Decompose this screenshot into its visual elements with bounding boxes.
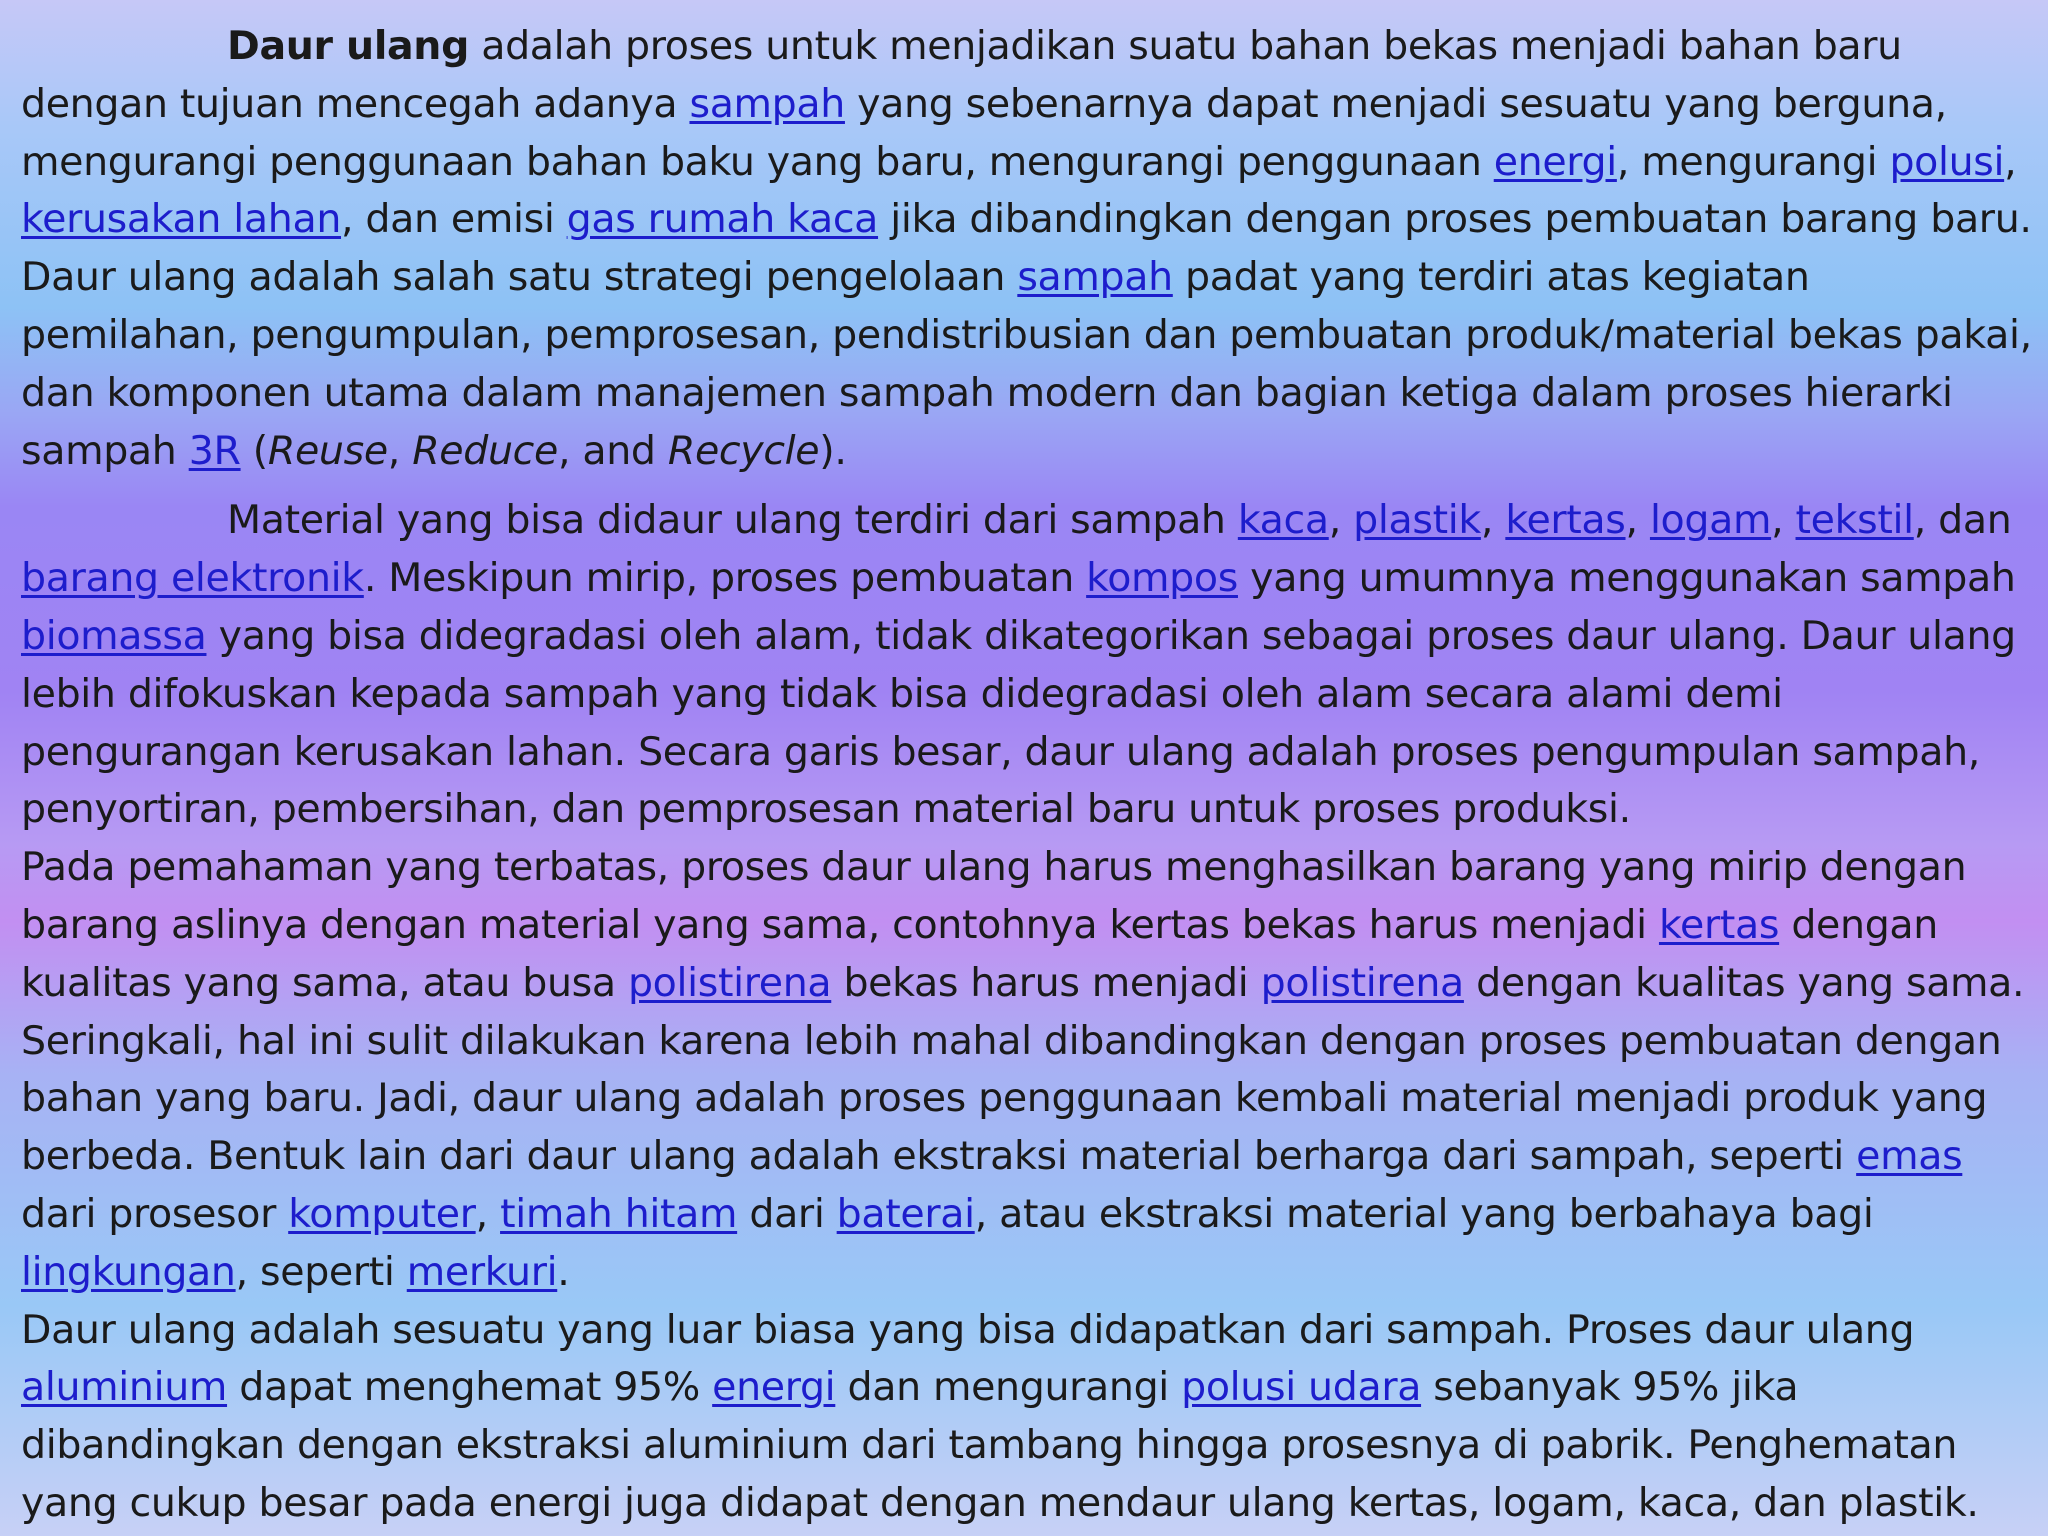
link-timah-hitam[interactable]: timah hitam <box>500 1190 738 1237</box>
paragraph-3 <box>21 839 2035 1301</box>
text-run: padat yang terdiri atas kegiatan pemilahan, pengumpulan, pemprosesan, pendistribusian dan pembuatan produk/material bekas pakai, dan komponen utama dalam manajemen sampah modern dan bagian ketiga dalam proses hierarki sampah <box>21 254 2032 474</box>
text-run: , <box>1328 497 1354 544</box>
link-energi[interactable]: energi <box>712 1364 836 1411</box>
link-komputer[interactable]: komputer <box>288 1190 476 1237</box>
link-baterai[interactable]: baterai <box>836 1190 975 1237</box>
text-run: ( <box>240 427 268 474</box>
link-emas[interactable]: emas <box>1856 1133 1963 1180</box>
link-polusi[interactable]: polusi <box>1889 138 2005 185</box>
paragraph-2 <box>21 492 2035 839</box>
link-kompos[interactable]: kompos <box>1086 555 1238 602</box>
text-run: , <box>475 1190 501 1237</box>
text-run: . Meskipun mirip, proses pembuatan <box>363 555 1087 602</box>
text-run: , <box>1771 497 1796 544</box>
text-run: , mengurangi <box>1616 138 1890 185</box>
link-aluminium[interactable]: aluminium <box>21 1364 228 1411</box>
bold-term: Daur ulang <box>227 23 470 69</box>
link-energi[interactable]: energi <box>1493 138 1617 185</box>
link-tekstil[interactable]: tekstil <box>1795 497 1914 544</box>
text-run: dari prosesor <box>21 1190 289 1237</box>
link-polusi-udara[interactable]: polusi udara <box>1181 1364 1422 1411</box>
text-run: sebanyak 95% jika dibandingkan dengan ekstraksi aluminium dari tambang hingga prosesnya di pabrik. Penghematan yang cukup besar pada energi juga didapat dengan mendaur ulang kertas, logam, kaca, dan plastik. <box>21 1364 1979 1526</box>
link-3r[interactable]: 3R <box>188 427 241 474</box>
link-polistirena[interactable]: polistirena <box>627 959 832 1006</box>
text-run: Pada pemahaman yang terbatas, proses daur ulang harus menghasilkan barang yang mirip dengan barang aslinya dengan material yang sama, contohnya kertas bekas harus menjadi <box>21 844 1967 948</box>
text-run: jika dibandingkan dengan proses pembuatan barang baru. Daur ulang adalah salah satu strategi pengelolaan <box>21 196 2032 301</box>
text-run: yang umumnya menggunakan sampah <box>1237 555 2016 602</box>
text-run: , atau ekstraksi material yang berbahaya bagi <box>974 1190 1874 1237</box>
text-run: Daur ulang adalah sesuatu yang luar biasa yang bisa didapatkan dari sampah. Proses daur ulang <box>21 1306 1915 1353</box>
text-run: dengan kualitas yang sama. Seringkali, hal ini sulit dilakukan karena lebih mahal dibandingkan dengan proses pembuatan dengan bahan yang baru. Jadi, daur ulang adalah proses penggunaan kembali material menjadi produk yang berbeda. Bentuk lain dari daur ulang adalah ekstraksi material berharga dari sampah, seperti <box>21 959 2025 1180</box>
link-kertas[interactable]: kertas <box>1658 901 1780 948</box>
text-run: dan mengurangi <box>835 1364 1182 1411</box>
text-run: , seperti <box>235 1248 407 1295</box>
slide-text-body <box>21 18 2035 1528</box>
text-run: yang sebenarnya dapat menjadi sesuatu yang berguna, mengurangi penggunaan bahan baku yang baru, mengurangi penggunaan <box>21 80 1947 185</box>
italic-term: Reuse <box>267 427 388 474</box>
text-run: bekas harus menjadi <box>831 959 1261 1006</box>
link-kerusakan-lahan[interactable]: kerusakan lahan <box>21 196 342 243</box>
text-run: dari <box>737 1190 837 1237</box>
text-run: Material yang bisa didaur ulang terdiri dari sampah <box>227 497 1238 544</box>
text-run: , <box>2004 138 2017 185</box>
italic-term: Recycle <box>667 427 820 474</box>
text-run: , <box>1480 497 1506 544</box>
link-sampah[interactable]: sampah <box>1017 254 1173 301</box>
paragraph-1 <box>21 18 2035 480</box>
text-run: , <box>387 427 413 474</box>
text-run: ). <box>819 427 847 474</box>
text-run: yang bisa didegradasi oleh alam, tidak dikategorikan sebagai proses daur ulang. Daur ulang lebih difokuskan kepada sampah yang tidak bisa didegradasi oleh alam secara alami demi pengurangan kerusakan lahan. Secara garis besar, daur ulang adalah proses pengumpulan sampah, penyortiran, pembersihan, dan pemprosesan material baru untuk proses produksi. <box>21 612 2016 833</box>
link-merkuri[interactable]: merkuri <box>406 1248 558 1295</box>
italic-term: Reduce <box>412 427 558 474</box>
text-run: , dan <box>1913 497 2012 544</box>
text-run: , <box>1625 497 1650 544</box>
link-plastik[interactable]: plastik <box>1353 497 1481 544</box>
link-lingkungan[interactable]: lingkungan <box>21 1248 236 1295</box>
text-run: , dan emisi <box>341 196 567 243</box>
link-barang-elektronik[interactable]: barang elektronik <box>21 555 364 602</box>
link-kertas[interactable]: kertas <box>1505 497 1626 544</box>
link-logam[interactable]: logam <box>1649 497 1772 544</box>
text-run: . <box>557 1248 570 1295</box>
text-run: adalah proses untuk menjadikan suatu bahan bekas menjadi bahan baru dengan tujuan mencegah adanya <box>21 23 1902 127</box>
link-gas-rumah-kaca[interactable]: gas rumah kaca <box>566 196 879 243</box>
text-run: dengan kualitas yang sama, atau busa <box>21 901 1938 1006</box>
link-polistirena[interactable]: polistirena <box>1260 959 1464 1006</box>
text-run: , and <box>557 427 668 474</box>
paragraph-4 <box>21 1302 2035 1528</box>
link-kaca[interactable]: kaca <box>1237 497 1329 544</box>
text-run: dapat menghemat 95% <box>227 1364 713 1411</box>
link-sampah[interactable]: sampah <box>689 80 845 127</box>
link-biomassa[interactable]: biomassa <box>21 612 207 659</box>
